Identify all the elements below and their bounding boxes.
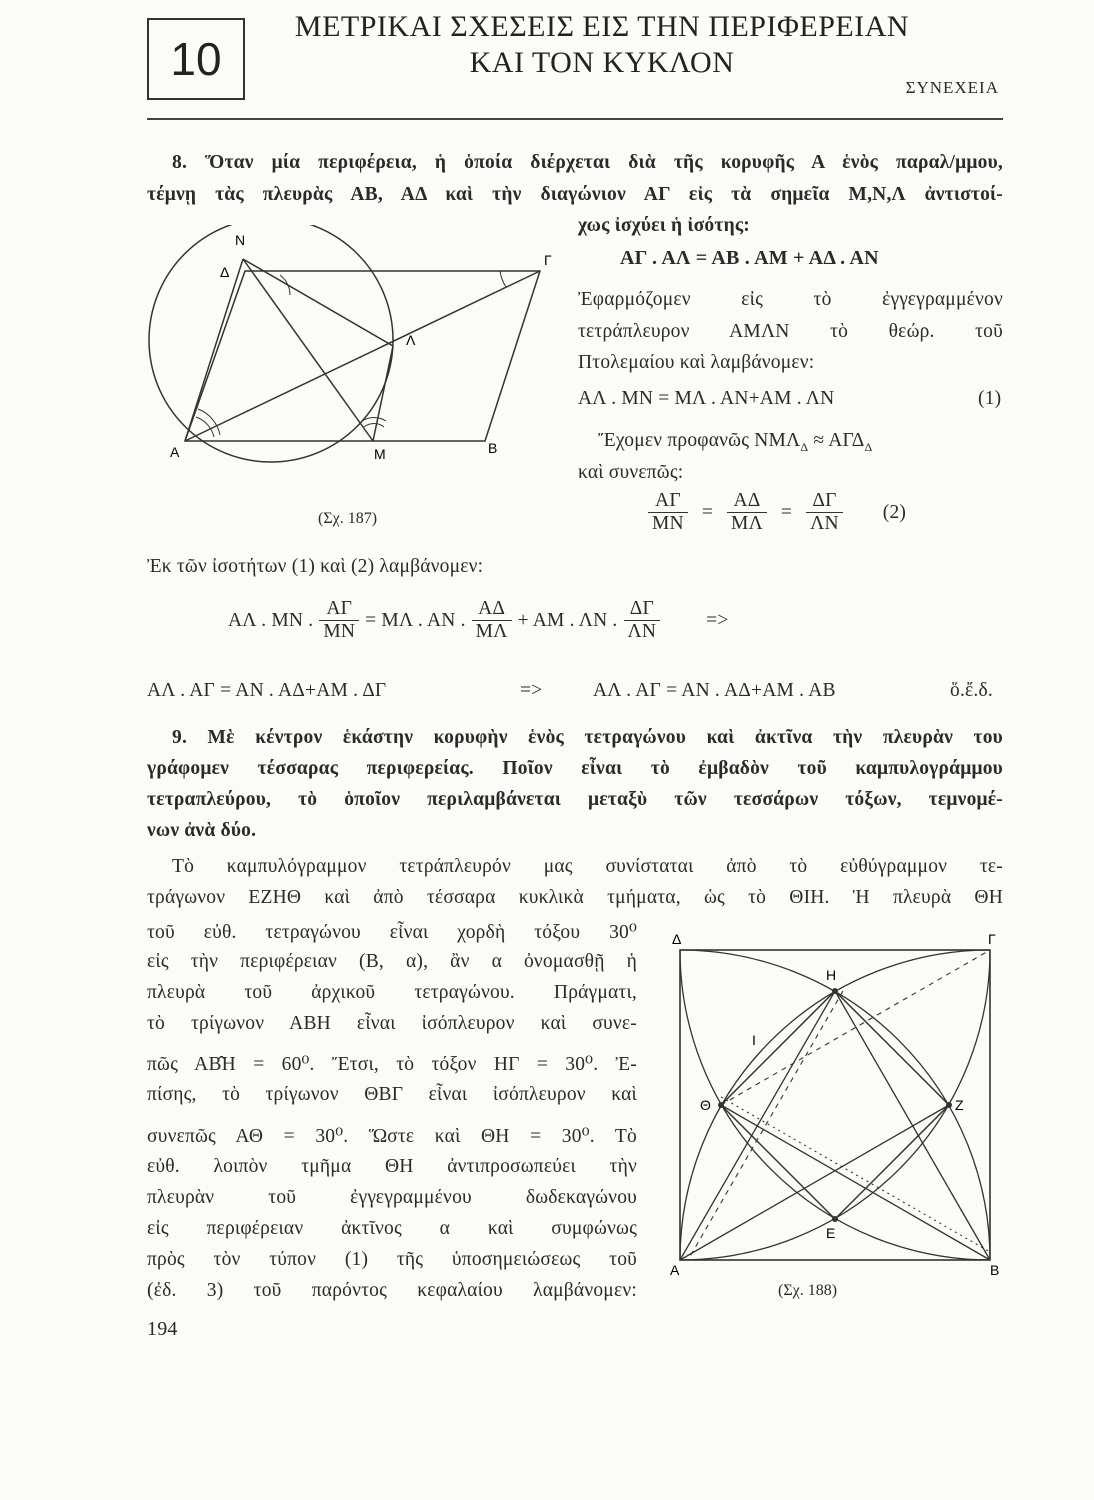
fig188-point-H bbox=[832, 988, 838, 994]
fig188-line-AZ bbox=[680, 1105, 949, 1260]
eq-sign-2: = bbox=[780, 501, 793, 523]
problem9-text6: τὸ τρίγωνον ΑΒΗ εἶναι ἰσόπλευρον καὶ συνε- bbox=[147, 1013, 637, 1034]
fig188-arc-A bbox=[660, 950, 990, 1280]
fig187-angle-N-mark bbox=[280, 275, 290, 295]
fig187-label-A: Α bbox=[170, 444, 180, 460]
problem9-text11: πλευρὰν τοῦ ἐγγεγραμμένου δωδεκαγώνου bbox=[147, 1187, 637, 1208]
ratio-1-num: ΑΓ bbox=[655, 490, 681, 511]
combo-b: = ΜΛ . ΑΝ . bbox=[365, 609, 466, 631]
problem9-line1: 9. Μὲ κέντρον ἑκάστην κορυφὴν ἑνὸς τετραγώνου καὶ ἀκτῖνα τὴν πλευρὰν του bbox=[172, 727, 1003, 748]
fig188-line-BTh bbox=[721, 1105, 990, 1260]
fig187-label-L: Λ bbox=[406, 332, 416, 348]
combo-frac-2-num: ΑΔ bbox=[478, 598, 506, 619]
problem9-text8: πίσης, τὸ τρίγωνον ΘΒΓ εἶναι ἰσόπλευρον καὶ bbox=[147, 1084, 637, 1105]
chapter-title-line2: ΚΑΙ ΤΟΝ ΚΥΚΛΟΝ bbox=[469, 46, 735, 79]
ratio-3-den: ΛΝ bbox=[806, 512, 843, 535]
problem8-sol-line5: καὶ συνεπῶς: bbox=[578, 462, 684, 483]
similarity-lhs: Ἔχομεν προφανῶς ΝΜΛ bbox=[598, 430, 801, 451]
fig188-point-E bbox=[832, 1216, 838, 1222]
eq2-label: (2) bbox=[882, 501, 907, 523]
fig187-circle bbox=[149, 225, 393, 462]
fig188-inner-square bbox=[721, 991, 949, 1219]
problem9-text7: πῶς ΑΒ̂Η = 60⁰. Ἔτσι, τὸ τόξον ΗΓ = 30⁰. Ἐ- bbox=[147, 1054, 637, 1075]
problem9-text12: εἰς περιφέρειαν ἀκτῖνος α καὶ συμφώνως bbox=[147, 1218, 637, 1239]
problem8-identity: ΑΓ . ΑΛ = ΑΒ . ΑΜ + ΑΔ . ΑΝ bbox=[620, 247, 879, 269]
problem9-text1: Τὸ καμπυλόγραμμον τετράπλευρόν μας συνίσταται ἀπὸ τὸ εὐθύγραμμον τε- bbox=[172, 856, 1003, 877]
combo-frac-1-den: ΜΝ bbox=[319, 620, 359, 643]
problem9-text9: συνεπῶς ΑΘ = 30⁰. Ὥστε καὶ ΘΗ = 30⁰. Τὸ bbox=[147, 1126, 637, 1147]
problem9-text10: εὐθ. λοιπὸν τμῆμα ΘΗ ἀντιπροσωπεύει τὴν bbox=[147, 1156, 637, 1177]
problem8-qed: ὅ.ἔ.δ. bbox=[950, 680, 993, 701]
fig188-label-A: Α bbox=[670, 1262, 680, 1278]
problem8-line1: 8. Ὅταν μία περιφέρεια, ἡ ὁποία διέρχεται διὰ τῆς κορυφῆς Α ἑνὸς παραλ/μμου, bbox=[172, 152, 1003, 173]
problem8-eq1: ΑΛ . ΜΝ = ΜΛ . ΑΝ+ΑΜ . ΛΝ bbox=[578, 388, 835, 409]
similarity-rhs: ΑΓΔ bbox=[828, 430, 865, 451]
combo-frac-3 bbox=[624, 598, 661, 643]
fig188-label-I: Ι bbox=[752, 1032, 756, 1048]
ratio-3-num: ΔΓ bbox=[812, 490, 837, 511]
similarity-symbol: ≈ bbox=[813, 430, 825, 451]
fig188-label-B: Β bbox=[990, 1262, 1000, 1278]
ratio-2 bbox=[727, 490, 767, 535]
problem8-line3: χως ἰσχύει ἡ ἰσότης: bbox=[578, 215, 750, 236]
fig187-label-D: Δ bbox=[220, 264, 230, 280]
fig187-diagonal bbox=[185, 271, 540, 441]
chapter-number-box: 10 bbox=[147, 18, 245, 100]
fig187-label-N: Ν bbox=[235, 232, 246, 248]
fig187-line-AN bbox=[185, 259, 243, 441]
problem9-text14: (ἐδ. 3) τοῦ παρόντος κεφαλαίου λαμβάνομεν: bbox=[147, 1280, 637, 1301]
combo-frac-3-num: ΔΓ bbox=[629, 598, 654, 619]
fig187-label-M: Μ bbox=[374, 446, 386, 462]
fig188-label-Th: Θ bbox=[700, 1097, 711, 1113]
combo-frac-2-den: ΜΛ bbox=[472, 620, 512, 643]
fig187-label-B: Β bbox=[488, 440, 498, 456]
problem9-text2: τράγωνον ΕΖΗΘ καὶ ἀπὸ τέσσαρα κυκλικὰ τμήματα, ὡς τὸ ΘΙΗ. Ἡ πλευρὰ ΘΗ bbox=[147, 887, 1003, 908]
fig188-label-G: Γ bbox=[988, 931, 996, 947]
problem8-from-text: Ἐκ τῶν ἰσοτήτων (1) καὶ (2) λαμβάνομεν: bbox=[147, 556, 484, 577]
similarity-sub1: Δ bbox=[800, 439, 809, 454]
problem8-combined bbox=[228, 598, 729, 643]
ratio-2-den: ΜΛ bbox=[727, 512, 767, 535]
ratio-1 bbox=[648, 490, 688, 535]
fig188-label-H: Η bbox=[826, 967, 837, 983]
fig188-square bbox=[680, 950, 990, 1260]
combo-frac-3-den: ΛΝ bbox=[624, 620, 661, 643]
fig188-label-E: Ε bbox=[826, 1225, 836, 1241]
problem8-eq1-label: (1) bbox=[978, 388, 1002, 409]
header-rule bbox=[147, 118, 1003, 120]
figure-187 bbox=[140, 225, 560, 475]
ratio-3 bbox=[806, 490, 843, 535]
problem9-line2: γράφομεν τέσσαρας περιφερείας. Ποῖον εἶναι τὸ ἐμβαδὸν τοῦ καμπυλογράμμου bbox=[147, 758, 1003, 779]
problem8-similarity bbox=[598, 430, 872, 455]
problem9-line3: τετραπλεύρου, τὸ ὁποῖον περιλαμβάνεται μεταξὺ τῶν τεσσάρων τόξων, τεμνομέ- bbox=[147, 789, 1003, 810]
fig188-label-Z: Ζ bbox=[955, 1097, 964, 1113]
problem9-line4: νων ἀνὰ δύο. bbox=[147, 820, 257, 841]
problem9-text4: εἰς τὴν περιφέρειαν (Β, α), ἂν α ὀνομασθῇ ἡ bbox=[147, 951, 637, 972]
problem8-final-implies: => bbox=[520, 680, 543, 701]
problem8-sol-line2: τετράπλευρον ΑΜΛΝ τὸ θεώρ. τοῦ bbox=[578, 321, 1003, 342]
chapter-title-line1: ΜΕΤΡΙΚΑΙ ΣΧΕΣΕΙΣ ΕΙΣ ΤΗΝ ΠΕΡΙΦΕΡΕΙΑΝ bbox=[294, 10, 910, 43]
combo-frac-1 bbox=[319, 598, 359, 643]
figure-188 bbox=[660, 920, 1005, 1280]
combo-implies: => bbox=[706, 609, 729, 631]
fig187-line-NM bbox=[243, 259, 373, 441]
combo-frac-1-num: ΑΓ bbox=[326, 598, 353, 619]
fig188-caption: (Σχ. 188) bbox=[778, 1282, 838, 1299]
fig188-label-D: Δ bbox=[672, 931, 682, 947]
fig188-point-Z bbox=[946, 1102, 952, 1108]
problem9-text13: πρὸς τὸν τύπον (1) τῆς ὑποσημειώσεως τοῦ bbox=[147, 1249, 637, 1270]
continuation-label: ΣΥΝΕΧΕΙΑ bbox=[905, 78, 999, 97]
fig187-caption: (Σχ. 187) bbox=[318, 510, 378, 527]
problem8-line2: τέμνῃ τὰς πλευρὰς ΑΒ, ΑΔ καὶ τὴν διαγώνιον ΑΓ εἰς τὰ σημεῖα Μ,Ν,Λ ἀντιστοί- bbox=[147, 184, 1003, 205]
problem8-eq2 bbox=[648, 490, 906, 535]
problem8-sol-line1: Ἐφαρμόζομεν εἰς τὸ ἐγγεγραμμένον bbox=[578, 289, 1003, 310]
problem8-sol-line3: Πτολεμαίου καὶ λαμβάνομεν: bbox=[578, 352, 815, 373]
fig187-angle-A-mark bbox=[198, 409, 220, 435]
page-number: 194 bbox=[147, 1318, 178, 1340]
fig187-angle-M-mark2 bbox=[364, 423, 384, 427]
problem9-text5: πλευρὰ τοῦ ἀρχικοῦ τετραγώνου. Πράγματι, bbox=[147, 982, 637, 1003]
combo-c: + ΑΜ . ΛΝ . bbox=[517, 609, 618, 631]
eq-sign-1: = bbox=[701, 501, 714, 523]
problem8-final-a: ΑΛ . ΑΓ = ΑΝ . ΑΔ+ΑΜ . ΔΓ bbox=[147, 680, 387, 701]
problem8-final-b: ΑΛ . ΑΓ = ΑΝ . ΑΔ+ΑΜ . ΑΒ bbox=[593, 680, 836, 701]
fig188-point-Th bbox=[718, 1102, 724, 1108]
fig187-angle-G-mark bbox=[500, 271, 506, 287]
fig187-line-NL bbox=[243, 259, 393, 346]
combo-a: ΑΛ . ΜΝ . bbox=[228, 609, 314, 631]
ratio-2-num: ΑΔ bbox=[733, 490, 761, 511]
problem9-text3: τοῦ εὐθ. τετραγώνου εἶναι χορδὴ τόξου 30⁰ bbox=[147, 922, 637, 943]
combo-frac-2 bbox=[472, 598, 512, 643]
fig187-label-G: Γ bbox=[544, 252, 552, 268]
similarity-sub2: Δ bbox=[864, 439, 873, 454]
ratio-1-den: ΜΝ bbox=[648, 512, 688, 535]
